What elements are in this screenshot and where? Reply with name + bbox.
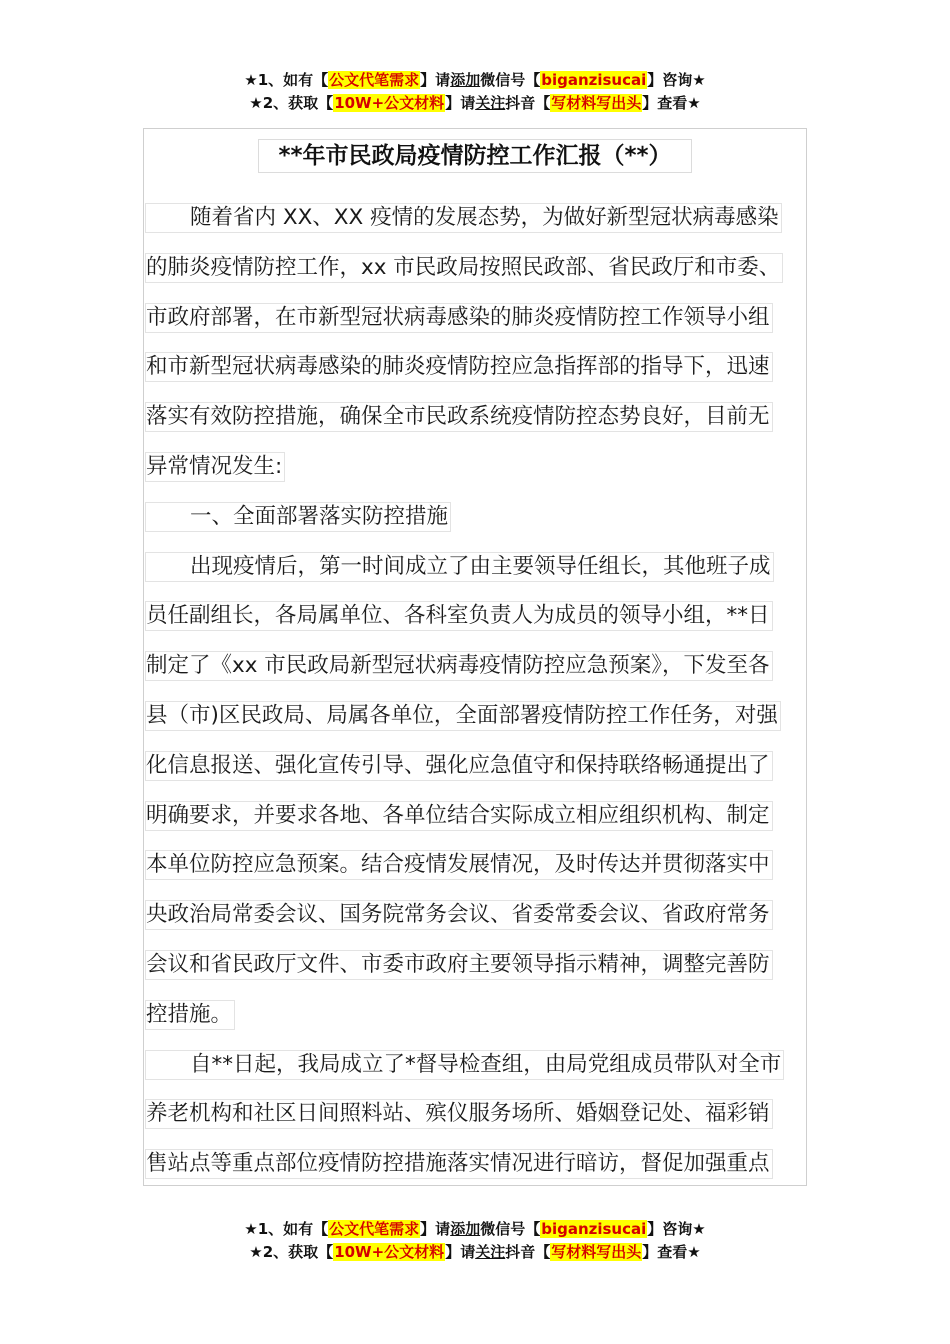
- text-line: 市政府部署，在市新型冠状病毒感染的肺炎疫情防控工作领导小组: [145, 293, 807, 343]
- text-line: 控措施。: [145, 990, 807, 1040]
- banner-line-1: ★1、如有【公文代笔需求】请添加微信号【biganzisucai】咨询★: [244, 71, 706, 89]
- text-line: 会议和省民政厅文件、市委市政府主要领导指示精神，调整完善防: [145, 940, 807, 990]
- text-line: 落实有效防控措施，确保全市民政系统疫情防控态势良好，目前无: [145, 392, 807, 442]
- document-body: [145, 193, 807, 1189]
- text-line: 本单位防控应急预案。结合疫情发展情况，及时传达并贯彻落实中: [145, 840, 807, 890]
- text-line: 央政治局常委会议、国务院常务会议、省委常委会议、省政府常务: [145, 890, 807, 940]
- bottom-banner: [0, 1218, 950, 1264]
- text-line: 异常情况发生:: [145, 442, 807, 492]
- highlight-douyin-account: 写材料写出头: [551, 1243, 642, 1261]
- text-line: 自**日起，我局成立了*督导检查组，由局党组成员带队对全市: [145, 1040, 807, 1090]
- text-line: 售站点等重点部位疫情防控措施落实情况进行暗访，督促加强重点: [145, 1139, 807, 1189]
- highlight-service: 公文代笔需求: [329, 71, 420, 89]
- text-line: 制定了《xx 市民政局新型冠状病毒疫情防控应急预案》，下发至各: [145, 641, 807, 691]
- text-line: 出现疫情后，第一时间成立了由主要领导任组长，其他班子成: [145, 542, 807, 592]
- highlight-materials: 10W+公文材料: [334, 94, 445, 112]
- text-line: 员任副组长，各局属单位、各科室负责人为成员的领导小组，**日: [145, 591, 807, 641]
- banner-line-2: ★2、获取【10W+公文材料】请关注抖音【写材料写出头】查看★: [249, 1243, 701, 1261]
- highlight-materials: 10W+公文材料: [334, 1243, 445, 1261]
- section-heading: 一、全面部署落实防控措施: [145, 492, 807, 542]
- document-title: **年市民政局疫情防控工作汇报（**）: [258, 139, 692, 173]
- text-line: 养老机构和社区日间照料站、殡仪服务场所、婚姻登记处、福彩销: [145, 1089, 807, 1139]
- text-line: 明确要求，并要求各地、各单位结合实际成立相应组织机构、制定: [145, 791, 807, 841]
- text-line: 的肺炎疫情防控工作，xx 市民政局按照民政部、省民政厅和市委、: [145, 243, 807, 293]
- highlight-wechat-id: biganzisucai: [541, 71, 647, 89]
- banner-line-2: ★2、获取【10W+公文材料】请关注抖音【写材料写出头】查看★: [249, 94, 701, 112]
- text-line: 县（市)区民政局、局属各单位，全面部署疫情防控工作任务，对强: [145, 691, 807, 741]
- text-line: 和市新型冠状病毒感染的肺炎疫情防控应急指挥部的指导下，迅速: [145, 342, 807, 392]
- text-line: 随着省内 XX、XX 疫情的发展态势，为做好新型冠状病毒感染: [145, 193, 807, 243]
- text-line: 化信息报送、强化宣传引导、强化应急值守和保持联络畅通提出了: [145, 741, 807, 791]
- highlight-wechat-id: biganzisucai: [541, 1220, 647, 1238]
- top-banner: [0, 69, 950, 115]
- highlight-douyin-account: 写材料写出头: [551, 94, 642, 112]
- banner-line-1: ★1、如有【公文代笔需求】请添加微信号【biganzisucai】咨询★: [244, 1220, 706, 1238]
- highlight-service: 公文代笔需求: [329, 1220, 420, 1238]
